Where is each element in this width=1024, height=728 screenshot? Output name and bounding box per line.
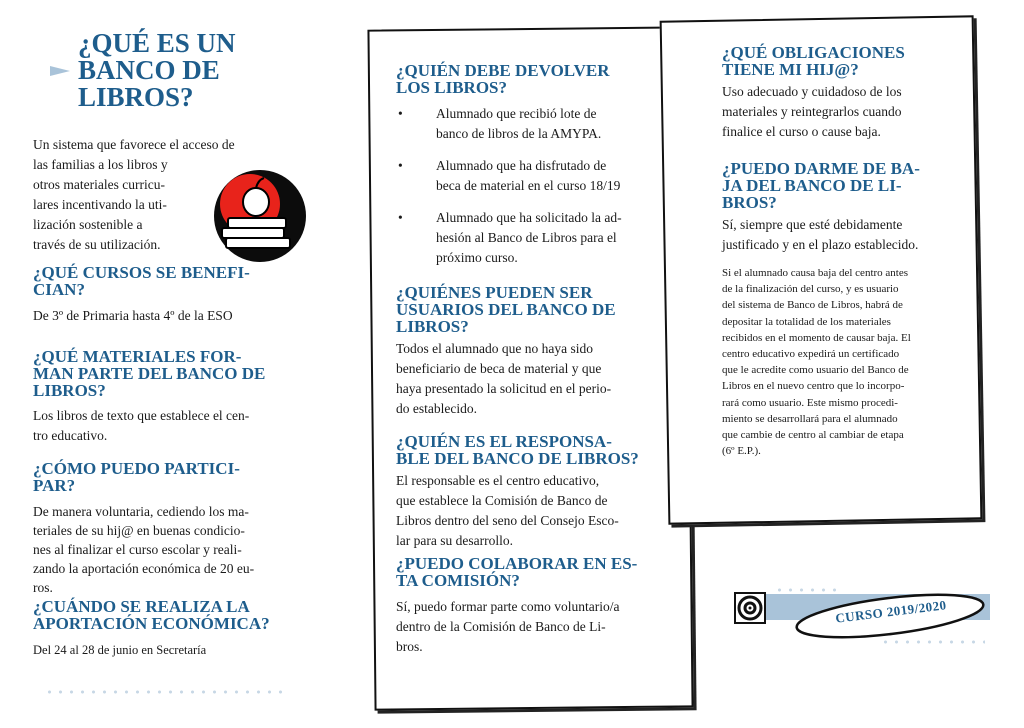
right-content: ¿QUÉ OBLIGACIONES TIENE MI HIJ@? Uso adecuado y cuidadoso de los materiales y reintegrarlos cuando finalice el curso o cause baja. ¿PUEDO DARME DE BA- JA DEL BANCO DE LI- BROS? Sí, siempre que esté debidamente justificado y en el plazo establecido. Si el alumnado causa baja del centro antes de la finalización del curso, y es usuario del sistema de Banco de Libros, habrá de depositar la totalidad de los materiales recibidos en el momento de causar baja. El centro educativo expedirá un certificado que le acredite como usuario del Banco de Libros en el nuevo centro que lo incorpo- rará como usuario. Este mismo procedi- miento se desarrollará para el alumnado que cambie de centro al cambiar de etapa (6º E.P.).	[722, 44, 967, 459]
decor-dots	[44, 690, 289, 694]
section-colaborar: ¿PUEDO COLABORAR EN ES- TA COMISIÓN? Sí, puedo formar parte como voluntario/a dentro de la Comisión de Banco de Li- bros.	[396, 554, 638, 654]
middle-content: ¿QUIÉN DEBE DEVOLVER LOS LIBROS? • Alumnado que recibió lote de banco de libros de la AMYPA. • Alumnado que ha disfrutado de beca de material en el curso 18/19 • Alumnado que ha solicitado la ad- hesión al Banco de Libros para el próximo curso. ¿QUIÉNES PUEDEN SER USUARIOS DEL BANCO DE LIBROS? Todos el alumnado que no haya sido beneficiario de beca de material y que haya presentado la solicitud en el perio- do establecido. ¿QUIÉN ES EL RESPONSA- BLE DEL BANCO DE LIBROS? El responsable es el centro educativo, que establece la Comisión de Banco de Libros dentro del seno del Consejo Esco- lar para su desarrollo. ¿PUEDO COLABORAR EN ES- TA COMISIÓN? Sí, puedo formar parte como voluntario/a dentro de la Comisión de Banco de Li- bros.	[396, 62, 676, 657]
badge-dots-bottom	[880, 640, 985, 644]
baja-details: Si el alumnado causa baja del centro antes de la finalización del curso, y es usuario del sistema de Banco de Libros, habrá de depositar la totalidad de los materiales recibidos en el momento de causar baja. El centro educativo expedirá un certificado que le acredite como usuario del Banco de Libros en el nuevo centro que lo incorpo- rará como usuario. Este mismo procedi- miento se desarrollará para el alumnado que cambie de centro al cambiar de etapa (6º E.P.).	[722, 267, 911, 458]
left-panel	[0, 0, 330, 728]
curso-banner	[730, 588, 990, 648]
curso-badge-label: CURSO 2019/2020	[834, 597, 948, 626]
section-materiales: ¿QUÉ MATERIALES FOR- MAN PARTE DEL BANCO DE LIBROS? Los libros de texto que establece el cen- tro educativo.	[33, 347, 266, 443]
section-cuando: ¿CUÁNDO SE REALIZA LA APORTACIÓN ECONÓMICA? Del 24 al 28 de junio en Secretaría	[33, 597, 270, 657]
section-participar: ¿CÓMO PUEDO PARTICI- PAR? De manera voluntaria, cediendo los ma- teriales de su hij@ en buenas condicio- nes al finalizar el curso escolar y reali- zando la aportación económica de 20 eu- ros.	[33, 459, 255, 595]
section-usuarios: ¿QUIÉNES PUEDEN SER USUARIOS DEL BANCO DE LIBROS? Todos el alumnado que no haya sido beneficiario de beca de material y que haya presentado la solicitud en el perio- do establecido.	[396, 283, 616, 416]
list-item: • Alumnado que recibió lote de banco de libros de la AMYPA.	[396, 104, 676, 144]
triangle-arrow-icon	[50, 64, 72, 78]
badge-dots-top	[774, 588, 844, 592]
list-item: • Alumnado que ha solicitado la ad- hesión al Banco de Libros para el próximo curso.	[396, 208, 676, 268]
section-cursos: ¿QUÉ CURSOS SE BENEFI- CIAN? De 3º de Primaria hasta 4º de la ESO	[33, 263, 250, 323]
intro-text: Un sistema que favorece el acceso de las familias a los libros y otros materiales curricu- lares incentivando la uti- lización sostenible a través de su utilización.	[33, 137, 235, 252]
apple-books-clipart	[208, 164, 308, 264]
main-title: ¿QUÉ ES UN BANCO DE LIBROS?	[78, 28, 236, 112]
target-icon	[734, 592, 766, 624]
list-item: • Alumnado que ha disfrutado de beca de material en el curso 18/19	[396, 156, 676, 196]
section-responsable: ¿QUIÉN ES EL RESPONSA- BLE DEL BANCO DE LIBROS? El responsable es el centro educativo, que establece la Comisión de Banco de Libros dentro del seno del Consejo Esco- lar para su desarrollo.	[396, 432, 639, 548]
bullet-list	[396, 104, 676, 268]
